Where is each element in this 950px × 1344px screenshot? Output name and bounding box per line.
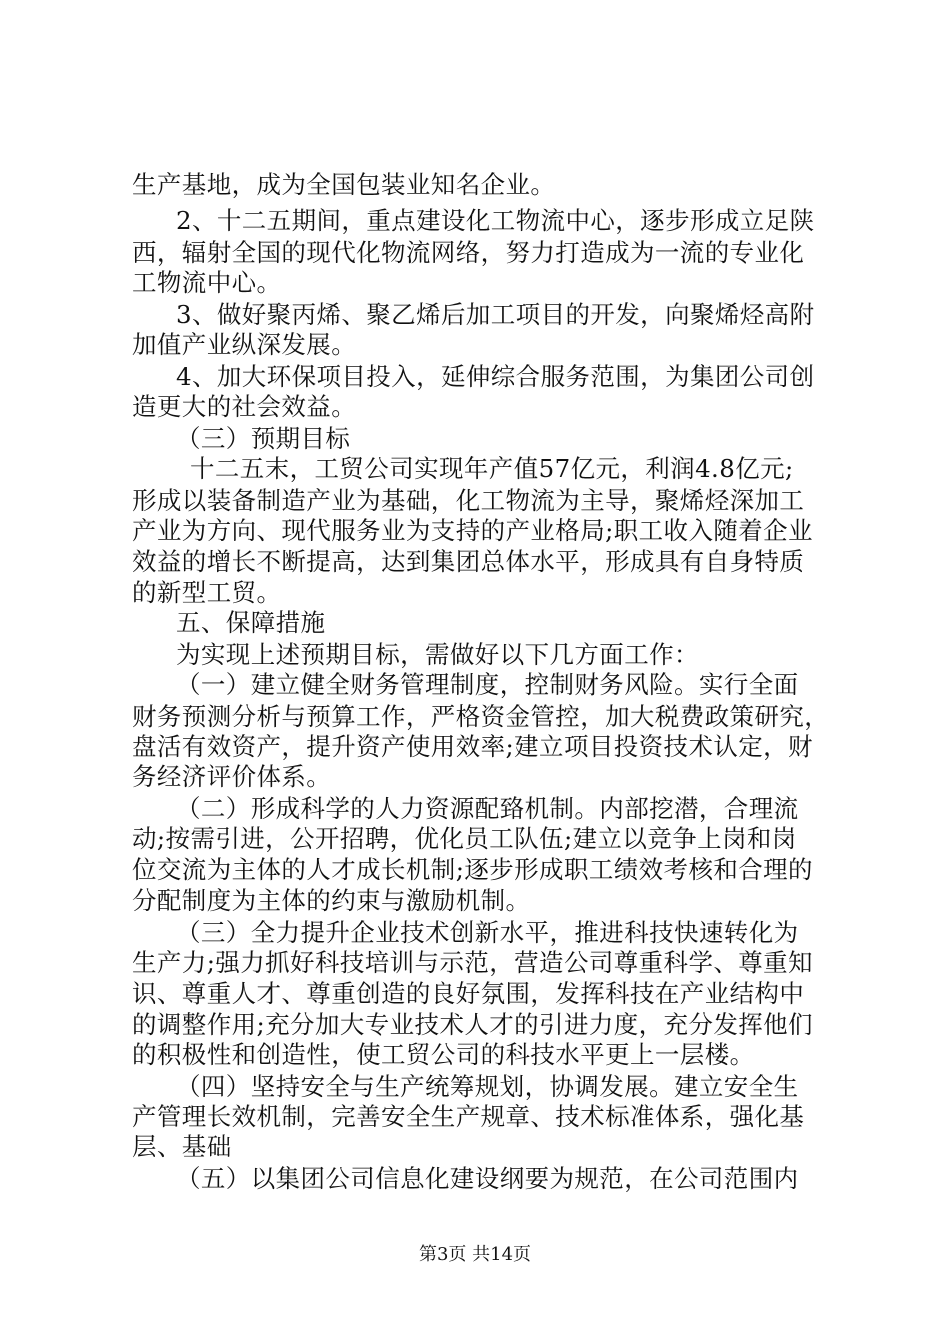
text-line: 产管理长效机制，完善安全生产规章、技术标准体系，强化基: [132, 1102, 805, 1131]
text-line: 2、十二五期间，重点建设化工物流中心，逐步形成立足陕: [176, 206, 815, 235]
text-line: 生产力;强力抓好科技培训与示范，营造公司尊重科学、尊重知: [132, 948, 813, 977]
text-line: 务经济评价体系。: [132, 762, 332, 791]
section-heading: 五、保障措施: [176, 608, 326, 637]
text-line: 为实现上述预期目标，需做好以下几方面工作：: [176, 640, 699, 669]
text-line: 4、加大环保项目投入，延伸综合服务范围，为集团公司创: [176, 362, 815, 391]
text-line: （一）建立健全财务管理制度，控制财务风险。实行全面: [176, 670, 799, 699]
text-line: 位交流为主体的人才成长机制;逐步形成职工绩效考核和合理的: [132, 855, 813, 884]
text-line: 识、尊重人才、尊重创造的良好氛围，发挥科技在产业结构中: [132, 979, 805, 1008]
text-line: 动;按需引进，公开招聘，优化员工队伍;建立以竞争上岗和岗: [132, 824, 797, 853]
text-line: 效益的增长不断提高，达到集团总体水平，形成具有自身特质: [132, 547, 805, 576]
text-line: （五）以集团公司信息化建设纲要为规范，在公司范围内: [176, 1164, 799, 1193]
text-line: 的积极性和创造性，使工贸公司的科技水平更上一层楼。: [132, 1040, 755, 1069]
text-line: 形成以装备制造产业为基础，化工物流为主导，聚烯烃深加工: [132, 486, 805, 515]
text-line: 工物流中心。: [132, 268, 282, 297]
text-line: 分配制度为主体的约束与激励机制。: [132, 886, 531, 915]
text-line: 3、做好聚丙烯、聚乙烯后加工项目的开发，向聚烯烃高附: [176, 300, 815, 329]
text-line: 十二五末，工贸公司实现年产值57亿元，利润4.8亿元;: [190, 454, 794, 483]
text-line: （二）形成科学的人力资源配臵机制。内部挖潜，合理流: [176, 794, 799, 823]
text-line: 财务预测分析与预算工作，严格资金管控，加大税费政策研究，: [132, 702, 830, 731]
page-footer: 第3页 共14页: [418, 1244, 532, 1265]
text-line: 的新型工贸。: [132, 578, 282, 607]
text-line: 产业为方向、现代服务业为支持的产业格局;职工收入随着企业: [132, 516, 813, 545]
text-line: 生产基地，成为全国包装业知名企业。: [132, 170, 556, 199]
text-line: 盘活有效资产，提升资产使用效率;建立项目投资技术认定，财: [132, 732, 813, 761]
text-line: （三）全力提升企业技术创新水平，推进科技快速转化为: [176, 918, 799, 947]
text-line: 层、基础: [132, 1132, 232, 1161]
text-line: 西，辐射全国的现代化物流网络，努力打造成为一流的专业化: [132, 238, 805, 267]
text-line: 加值产业纵深发展。: [132, 330, 357, 359]
text-line: （四）坚持安全与生产统筹规划，协调发展。建立安全生: [176, 1072, 799, 1101]
section-heading: （三）预期目标: [176, 424, 351, 453]
text-line: 的调整作用;充分加大专业技术人才的引进力度，充分发挥他们: [132, 1010, 813, 1039]
text-line: 造更大的社会效益。: [132, 392, 357, 421]
